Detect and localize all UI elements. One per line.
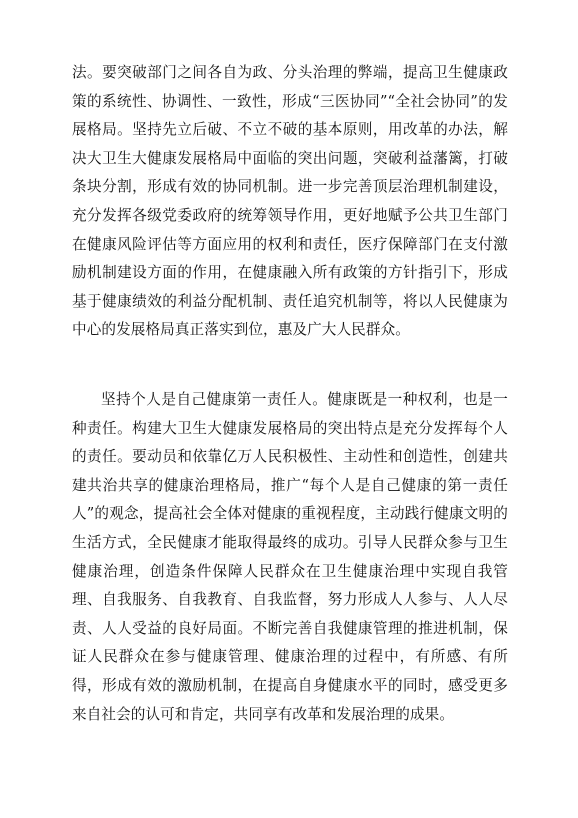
paragraph-continuation: 法。要突破部门之间各自为政、分头治理的弊端，提高卫生健康政策的系统性、协调性、一致性，形成“三医协同”“全社会协同”的发展格局。坚持先立后破、不立不破的基本原则，用改革的办法，解决大卫生大健康发展格局中面临的突出问题，突破利益藩篱，打破条块分割，形成有效的协同机制。进一步完善顶层治理机制建设，充分发挥各级党委政府的统筹领导作用，更好地赋予公共卫生部门在健康风险评估等方面应用的权利和责任，医疗保障部门在支付激励机制建设方面的作用，在健康融入所有政策的方针指引下，形成基于健康绩效的利益分配机制、责任追究机制等，将以人民健康为中心的发展格局真正落实到位，惠及广大人民群众。	[72, 64, 508, 339]
paragraph-personal-responsibility: 坚持个人是自己健康第一责任人。健康既是一种权利，也是一种责任。构建大卫生大健康发展格局的突出特点是充分发挥每个人的责任。要动员和依靠亿万人民积极性、主动性和创造性，创建共建共治共享的健康治理格局，推广“每个人是自己健康的第一责任人”的观念，提高社会全体对健康的重视程度，主动践行健康文明的生活方式，全民健康才能取得最终的成功。引导人民群众参与卫生健康治理，创造条件保障人民群众在卫生健康治理中实现自我管理、自我服务、自我教育、自我监督，努力形成人人参与、人人尽责、人人受益的良好局面。不断完善自我健康管理的推进机制，保证人民群众在参与健康管理、健康治理的过程中，有所感、有所得，形成有效的激励机制，在提高自身健康水平的同时，感受更多来自社会的认可和肯定，共同享有改革和发展治理的成果。	[72, 391, 508, 723]
